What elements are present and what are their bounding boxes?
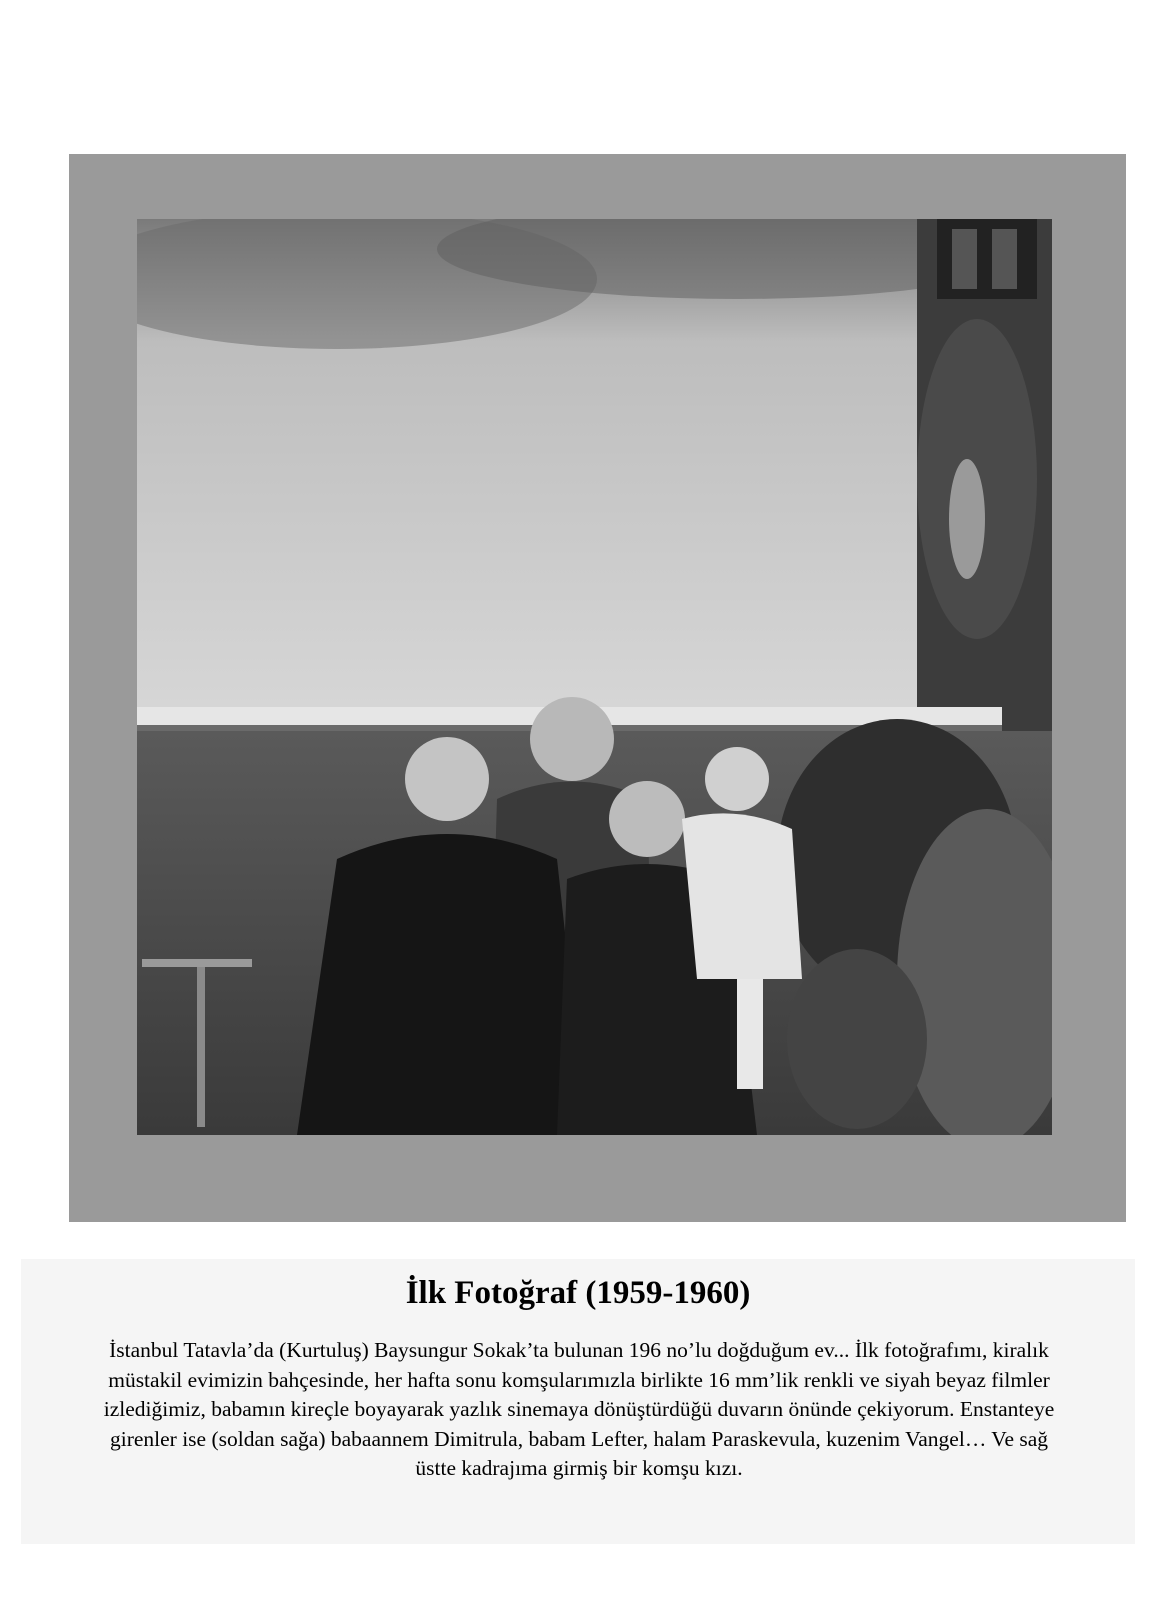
caption-body: İstanbul Tatavla’da (Kurtuluş) Baysungur Sokak’ta bulunan 196 no’lu doğduğum ev... İlk fotoğrafımı, kiralık müstakil evimizin bahçesinde, her hafta sonu komşularımızla birlikte 16 mm’lik renkli ve siyah beyaz filmler izlediğimiz, babamın kireçle boyayarak yazlık sinemaya dönüştürdüğü duvarın önünde çekiyorum. Enstanteye girenler ise (soldan sağa) babaannem Dimitrula, babam Lefter, halam Paraskevula, kuzenim Vangel… Ve sağ üstte kadrajıma girmiş bir komşu kızı.: [103, 1338, 1055, 1480]
caption-box: [21, 1259, 1135, 1544]
photograph-image: [137, 219, 1052, 1135]
family-photograph: [137, 219, 1052, 1135]
caption-title: İlk Fotoğraf (1959-1960): [405, 1275, 751, 1311]
